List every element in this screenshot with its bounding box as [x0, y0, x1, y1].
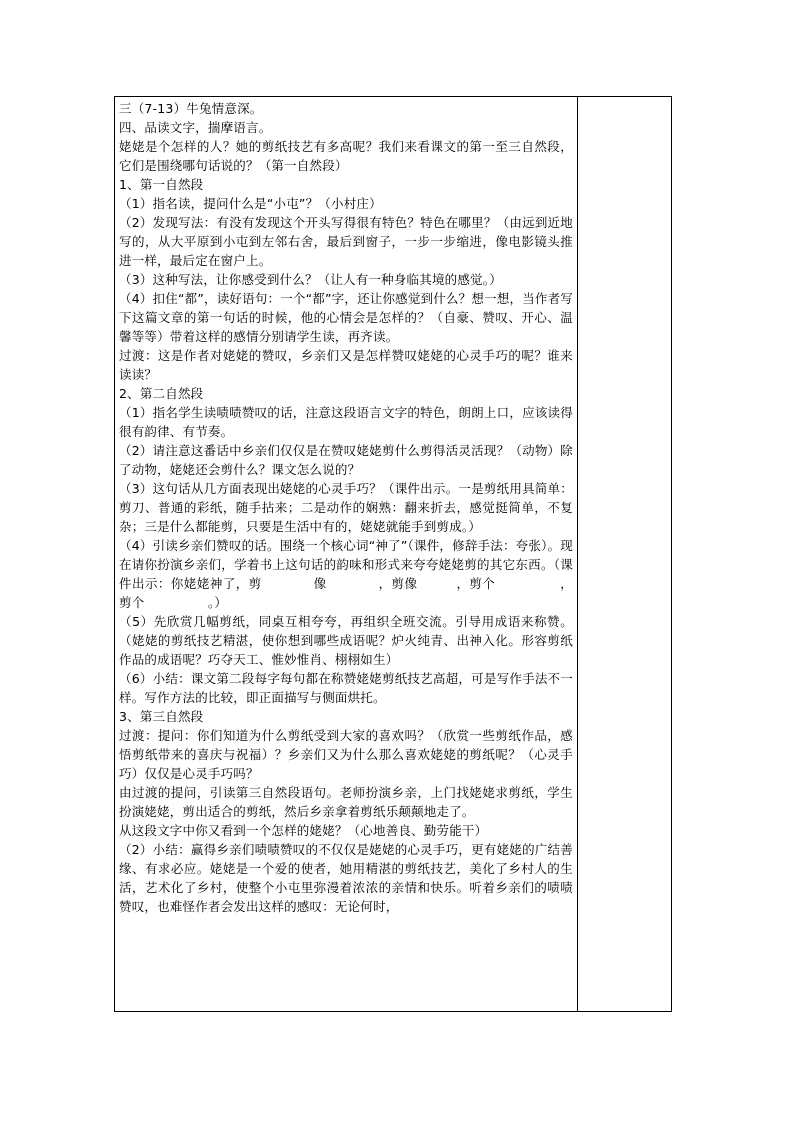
lesson-paragraph: （2）小结：赢得乡亲们啧啧赞叹的不仅仅是姥姥的心灵手巧，更有姥姥的广结善缘、有求必应。姥姥是一个爱的使者，她用精湛的剪纸技艺，美化了乡村人的生活，艺术化了乡村，使整个小屯里弥漫着浓浓的亲情和快乐。听着乡亲们的啧啧赞叹，也难怪作者会发出这样的感叹：无论何时，	[119, 842, 573, 914]
lesson-paragraph: （2）请注意这番话中乡亲们仅仅是在赞叹姥姥剪什么剪得活灵活现？（动物）除了动物，姥姥还会剪什么？课文怎么说的？	[119, 443, 573, 477]
lesson-paragraph: （3）这种写法，让你感受到什么？（让人有一种身临其境的感觉。）	[119, 272, 502, 287]
lesson-paragraph: 过渡：提问：你们知道为什么剪纸受到大家的喜欢吗？（欣赏一些剪纸作品，感悟剪纸带来的喜庆与祝福）？乡亲们又为什么那么喜欢姥姥的剪纸呢？（心灵手巧）仅仅是心灵手巧吗？	[119, 728, 573, 781]
section-heading: 2、第二自然段	[119, 386, 204, 401]
lesson-paragraph: （4）扣住“都”，读好语句：一个“都”字，还让你感觉到什么？想一想，当作者写下这篇文章的第一句话的时候，他的心情会是怎样的？（自豪、赞叹、开心、温馨等等）带着这样的感情分别请学生读，再齐读。	[119, 291, 573, 344]
lesson-paragraph: （1）指名学生读啧啧赞叹的话，注意这段语言文字的特色，朗朗上口，应该读得很有韵律、有节奏。	[119, 405, 573, 439]
section-heading: 1、第一自然段	[119, 177, 204, 192]
lesson-paragraph: 姥姥是个怎样的人？她的剪纸技艺有多高呢？我们来看课文的第一至三自然段，它们是围绕哪句话说的？（第一自然段）	[119, 139, 573, 173]
notes-cell	[578, 97, 671, 1011]
lesson-paragraph: （6）小结：课文第二段每字每句都在称赞姥姥剪纸技艺高超，可是写作手法不一样。写作方法的比较，即正面描写与侧面烘托。	[119, 671, 573, 705]
lesson-table	[114, 96, 672, 1012]
lesson-content-cell	[115, 97, 578, 1011]
lesson-paragraph: 过渡：这是作者对姥姥的赞叹，乡亲们又是怎样赞叹姥姥的心灵手巧的呢？谁来读读？	[119, 348, 573, 382]
lesson-paragraph: 三（7-13）牛兔情意深。	[119, 101, 263, 116]
lesson-paragraph: （3）这句话从几方面表现出姥姥的心灵手巧？（课件出示。一是剪纸用具简单：剪刀、普通的彩纸，随手拈来；二是动作的娴熟：翻来折去，感觉挺简单，不复杂；三是什么都能剪，只要是生活中有的，姥姥就能手到剪成。）	[119, 481, 573, 534]
lesson-paragraph: （2）发现写法：有没有发现这个开头写得很有特色？特色在哪里？（由远到近地写的，从大平原到小屯到左邻右舍，最后到窗子，一步一步缩进，像电影镜头推进一样，最后定在窗户上。	[119, 215, 573, 268]
lesson-paragraph: （1）指名读，提问什么是“小屯”？（小村庄）	[119, 196, 382, 211]
lesson-paragraph: （4）引读乡亲们赞叹的话。围绕一个核心词“神了”（课件，修辞手法：夸张）。现在请你扮演乡亲们，学着书上这句话的韵味和形式来夸夸姥姥剪的其它东西。（课件出示：你姥姥神了，剪 像 ，剪像 ，剪个 ，剪个 。）	[119, 538, 573, 610]
lesson-paragraph: 从这段文字中你又看到一个怎样的姥姥？（心地善良、勤劳能干）	[119, 823, 488, 838]
lesson-paragraph: 由过渡的提问，引读第三自然段语句。老师扮演乡亲，上门找姥姥求剪纸，学生扮演姥姥，剪出适合的剪纸，然后乡亲拿着剪纸乐颠颠地走了。	[119, 785, 573, 819]
lesson-paragraph: 四、品读文字，揣摩语言。	[119, 120, 272, 135]
section-heading: 3、第三自然段	[119, 709, 204, 724]
lesson-paragraph: （5）先欣赏几幅剪纸，同桌互相夸夸，再组织全班交流。引导用成语来称赞。（姥姥的剪纸技艺精湛，使你想到哪些成语呢？炉火纯青、出神入化。形容剪纸作品的成语呢？巧夺天工、惟妙惟肖、栩栩如生）	[119, 614, 573, 667]
